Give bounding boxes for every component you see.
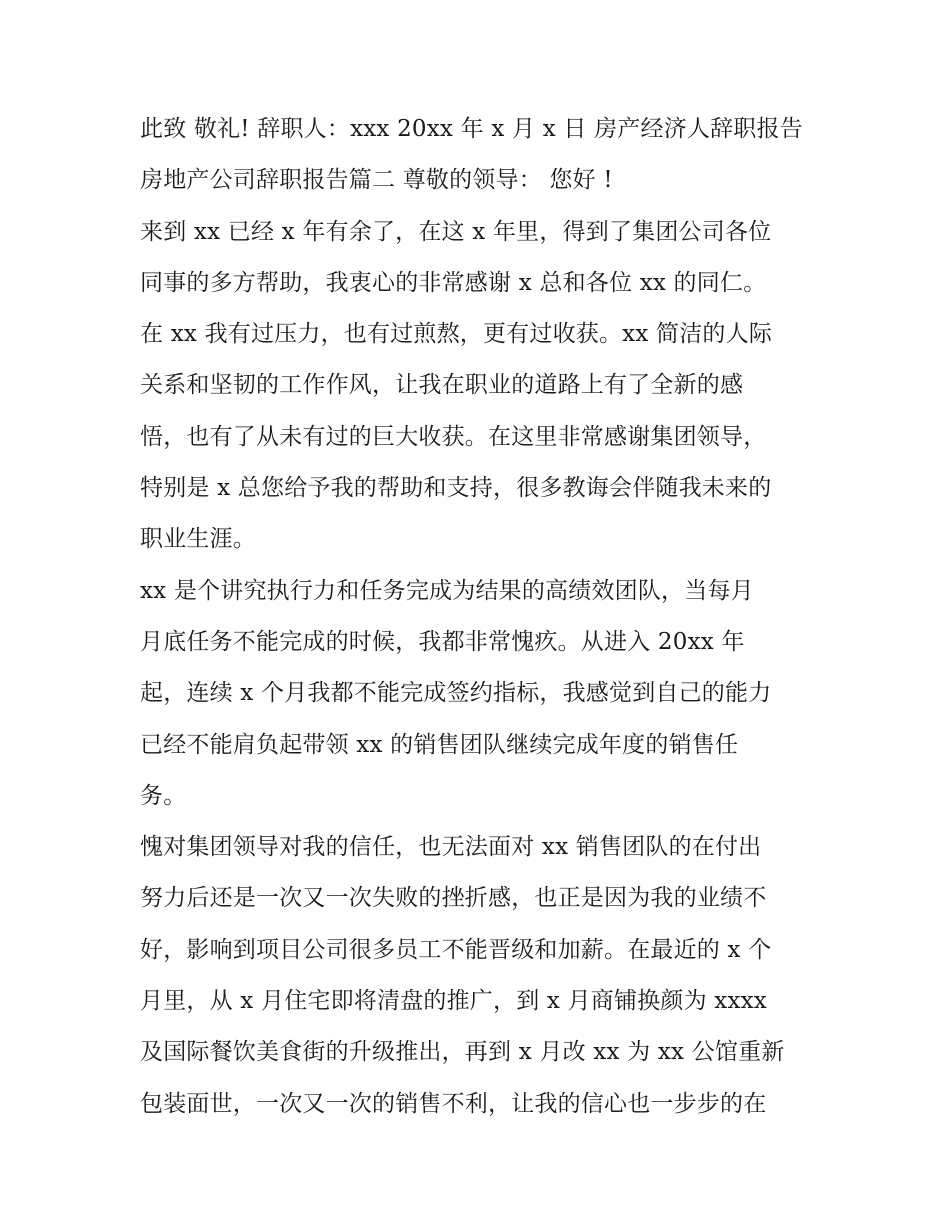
- text-line: 好，影响到项目公司很多员工不能晋级和加薪。在最近的 x 个: [140, 936, 772, 963]
- text-line: 已经不能肩负起带领 xx 的销售团队继续完成年度的销售任: [140, 731, 739, 758]
- text-line: 特别是 x 总您给予我的帮助和支持，很多教诲会伴随我未来的: [140, 475, 772, 502]
- text-line: 同事的多方帮助，我衷心的非常感谢 x 总和各位 xx 的同仁。: [140, 269, 767, 296]
- text-line: 愧对集团领导对我的信任，也无法面对 xx 销售团队的在付出: [140, 834, 762, 861]
- text-line: 努力后还是一次又一次失败的挫折感，也正是因为我的业绩不: [140, 885, 767, 912]
- document-body: [140, 104, 820, 1130]
- text-line: 月底任务不能完成的时候，我都非常愧疚。从进入 20xx 年: [140, 628, 745, 655]
- text-line: 务。: [140, 782, 187, 809]
- text-line: 月里，从 x 月住宅即将清盘的推广，到 x 月商铺换颜为 xxxx: [140, 988, 767, 1015]
- text-line: 包装面世，一次又一次的销售不利，让我的信心也一步步的在: [140, 1090, 767, 1117]
- text-line: 此致 敬礼! 辞职人：xxx 20xx 年 x 月 x 日 房产经济人辞职报告: [140, 116, 803, 142]
- text-line: 来到 xx 已经 x 年有余了，在这 x 年里，得到了集团公司各位: [140, 218, 772, 245]
- text-line: 起，连续 x 个月我都不能完成签约指标，我感觉到自己的能力: [140, 680, 772, 707]
- text-line: 在 xx 我有过压力，也有过煎熬，更有过收获。xx 简洁的人际: [140, 321, 773, 348]
- text-line: 职业生涯。: [140, 526, 256, 553]
- text-line: 房地产公司辞职报告篇二 尊敬的领导： 您好 !: [140, 167, 613, 194]
- text-line: 关系和坚韧的工作作风，让我在职业的道路上有了全新的感: [140, 372, 744, 399]
- text-line: 及国际餐饮美食街的升级推出，再到 x 月改 xx 为 xx 公馆重新: [140, 1039, 785, 1066]
- text-line: 悟，也有了从未有过的巨大收获。在这里非常感谢集团领导，: [140, 423, 767, 450]
- text-line: xx 是个讲究执行力和任务完成为结果的高绩效团队，当每月: [140, 577, 754, 604]
